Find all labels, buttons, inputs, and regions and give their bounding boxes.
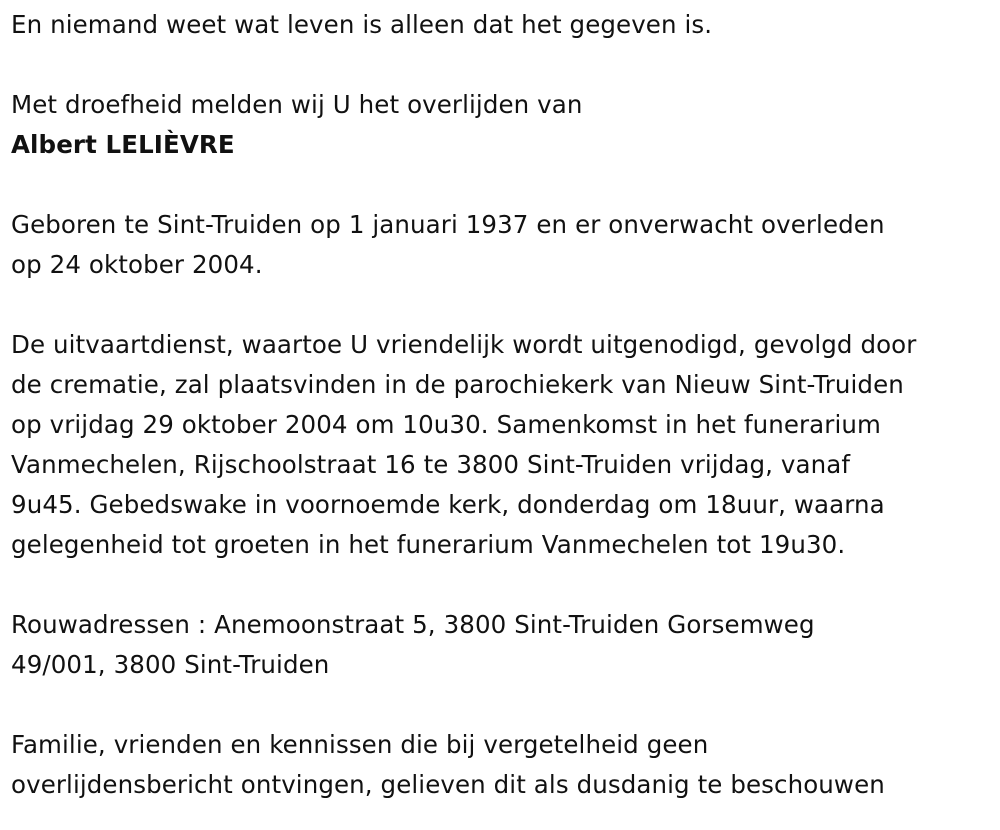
birth-line: Geboren te Sint-Truiden op 1 januari 1937 en er onverwacht overleden xyxy=(11,210,885,239)
address-line: Rouwadressen : Anemoonstraat 5, 3800 Sint-Truiden Gorsemweg xyxy=(11,610,815,639)
obituary-document xyxy=(11,0,996,805)
birth-paragraph xyxy=(11,205,996,285)
closing-line: Familie, vrienden en kennissen die bij vergetelheid geen xyxy=(11,730,709,759)
paragraph-gap xyxy=(11,685,996,725)
closing-paragraph xyxy=(11,725,996,805)
service-line: gelegenheid tot groeten in het funerarium Vanmechelen tot 19u30. xyxy=(11,530,846,559)
paragraph-gap xyxy=(11,285,996,325)
address-line: 49/001, 3800 Sint-Truiden xyxy=(11,650,330,679)
service-line: 9u45. Gebedswake in voornoemde kerk, donderdag om 18uur, waarna xyxy=(11,490,885,519)
service-line: Vanmechelen, Rijschoolstraat 16 te 3800 Sint-Truiden vrijdag, vanaf xyxy=(11,450,851,479)
announcement-text: Met droefheid melden wij U het overlijden van xyxy=(11,90,583,119)
paragraph-gap xyxy=(11,565,996,605)
service-line: De uitvaartdienst, waartoe U vriendelijk wordt uitgenodigd, gevolgd door xyxy=(11,330,917,359)
addresses-paragraph xyxy=(11,605,996,685)
paragraph-gap xyxy=(11,45,996,85)
paragraph-gap xyxy=(11,165,996,205)
intro-quote: En niemand weet wat leven is alleen dat het gegeven is. xyxy=(11,10,713,39)
birth-line: op 24 oktober 2004. xyxy=(11,250,263,279)
closing-line: overlijdensbericht ontvingen, gelieven dit als dusdanig te beschouwen xyxy=(11,770,885,799)
service-paragraph xyxy=(11,325,996,565)
deceased-name: Albert LELIÈVRE xyxy=(11,130,235,159)
service-line: op vrijdag 29 oktober 2004 om 10u30. Samenkomst in het funerarium xyxy=(11,410,881,439)
service-line: de crematie, zal plaatsvinden in de parochiekerk van Nieuw Sint-Truiden xyxy=(11,370,904,399)
